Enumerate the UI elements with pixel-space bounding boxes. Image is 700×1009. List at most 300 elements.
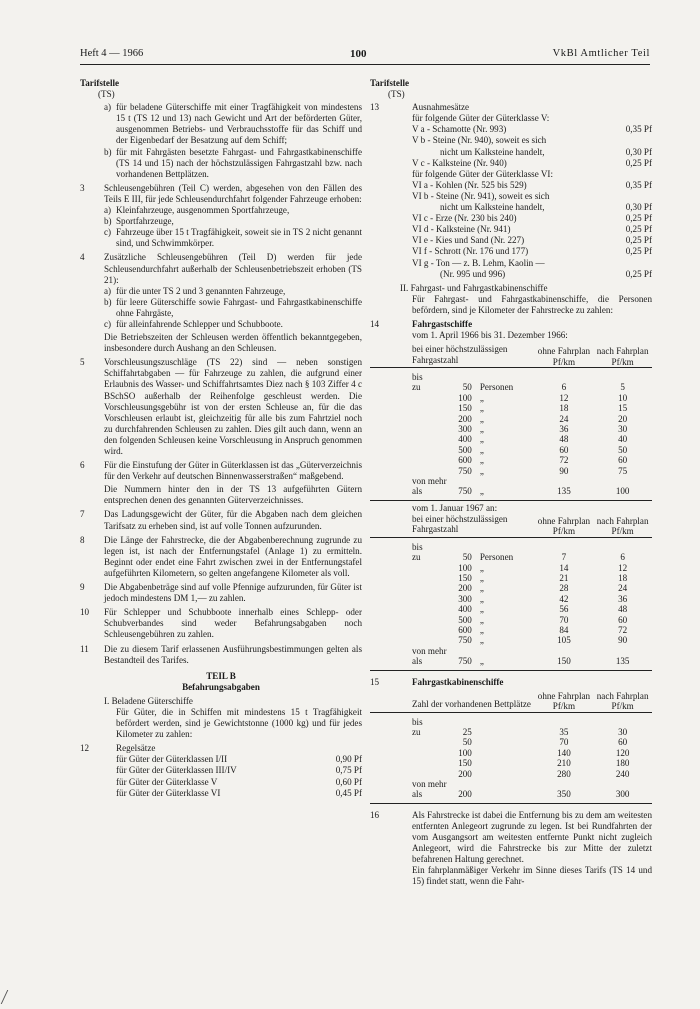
cabin-table: [370, 691, 652, 804]
fare-schedule: 30: [618, 424, 628, 434]
fare-no-schedule: 6: [535, 367, 594, 392]
clause-9: [80, 582, 362, 604]
capacity-cell: 150: [458, 572, 472, 583]
rate-row: [116, 754, 362, 765]
rate-label-cont: (Nr. 995 und 996): [440, 268, 506, 279]
rate-row: [412, 269, 652, 280]
clause-text: Fahrgastkabinenschiffe: [412, 676, 504, 687]
rate-label: VI d - Kalksteine (Nr. 941): [412, 224, 511, 235]
fare-no-schedule: 105: [557, 635, 571, 646]
spacer-cell: [370, 615, 423, 625]
rate-row: [116, 788, 362, 799]
fare-no-schedule: 48: [559, 434, 569, 445]
table-row: [370, 573, 652, 583]
section-paragraph: Für Güter, die in Schiffen mit mindestens 15 t Tragfähigkeit befördert werden, sind je Gewichtstonne (1000 kg) und für jedes Kilometer zu zahlen:: [116, 706, 362, 740]
fare-no-schedule: 84: [559, 625, 569, 635]
rate-label: V c - Kalksteine (Nr. 940): [412, 157, 507, 168]
clause-number: 5: [80, 357, 85, 368]
spacer-cell: [472, 769, 535, 779]
bis-zu-label: bis zu: [370, 367, 423, 392]
spacer-cell: [370, 758, 423, 768]
left-column: [80, 78, 362, 802]
rate-row: [412, 180, 652, 191]
table-row: [370, 789, 652, 803]
spacer-cell: [472, 789, 535, 803]
persons-label: Personen: [472, 537, 535, 562]
clause-number: 10: [80, 607, 90, 618]
rate-row: [116, 765, 362, 776]
header-capacity: Zahl der vorhandenen Bettplätze: [412, 699, 531, 710]
clause-6: [80, 460, 362, 506]
rate-row: [412, 158, 652, 169]
clause-number: 13: [370, 102, 380, 113]
fare-no-schedule: 140: [557, 747, 571, 758]
fare-no-schedule: 12: [559, 392, 569, 403]
clause-label: a): [104, 285, 112, 296]
clause-number: 6: [80, 460, 85, 471]
clause-16: [370, 810, 652, 888]
clause-label: a): [104, 102, 112, 113]
fare-schedule: 300: [593, 789, 652, 803]
ditto-mark: „: [479, 424, 484, 434]
clause-number: 15: [370, 676, 380, 687]
table-row: [370, 393, 652, 403]
clause-label: a): [104, 205, 112, 216]
table-row: [370, 466, 652, 476]
clause-text: Für Schlepper und Schubboote innerhalb eines Schlepp- oder Schubverbandes sind weder Befahrungsabgaben noch Schleusengebühren zu zahlen.: [104, 607, 362, 640]
fare-no-schedule: 18: [559, 403, 569, 414]
rate-row: [412, 246, 652, 257]
table-row: [370, 486, 652, 500]
table-row: [370, 424, 652, 434]
als-label: als: [370, 789, 423, 803]
capacity-cell: 200: [458, 768, 472, 779]
table-row: [370, 594, 652, 604]
fare-no-schedule: 36: [559, 424, 569, 434]
capacity-cell: 600: [458, 455, 472, 466]
fare-schedule: 24: [618, 583, 628, 594]
rate-row: [412, 235, 652, 246]
table-row: [370, 635, 652, 645]
clause-label: b): [104, 146, 112, 157]
clause-number: 3: [80, 182, 85, 193]
capacity-cell: 600: [458, 625, 472, 635]
clause-number: 14: [370, 318, 380, 329]
clause-text: Das Ladungsgewicht der Güter, für die Abgaben nach dem gleichen Tarifsatz zu erheben sind, ist auf volle Tonnen aufzurunden.: [104, 509, 362, 531]
part-subheading: Befahrungsabgaben: [182, 681, 260, 692]
header-capacity: bei einer höchstzulässigen Fahrgastzahl: [412, 344, 508, 365]
clause-text: für leere Güterschiffe sowie Fahrgast- und Fahrgastkabinenschiffe ohne Fahrgäste,: [116, 296, 362, 318]
table-row: [370, 615, 652, 625]
ts-heading: Tarifstelle: [370, 78, 410, 88]
ditto-mark: „: [479, 625, 484, 635]
header-no-schedule: ohne Fahrplan Pf/km: [537, 690, 591, 712]
rate-label: für Güter der Güterklasse V: [116, 776, 218, 787]
fare-schedule: 18: [618, 572, 628, 583]
page-number: 100: [350, 48, 367, 60]
spacer-cell: [370, 424, 423, 434]
table-row: [370, 583, 652, 593]
ditto-mark: „: [479, 593, 484, 604]
header-schedule: nach Fahrplan Pf/km: [596, 346, 649, 367]
ditto-mark: „: [472, 656, 535, 670]
spacer-cell: [370, 563, 423, 573]
rate-row: [116, 777, 362, 788]
clause-text: Schleusengebühren (Teil C) werden, abgesehen von den Fällen des Teils E III, für jede Schleusendurchfahrt folgender Fahrzeuge erhoben:: [104, 182, 362, 204]
header-rule: [80, 64, 650, 65]
spacer-cell: [472, 758, 535, 768]
spacer-cell: [370, 635, 423, 645]
fare-schedule: 12: [618, 562, 628, 573]
fare-no-schedule: 42: [559, 593, 569, 604]
clause-4: [80, 252, 362, 354]
table-row: [370, 455, 652, 465]
rate-row: [412, 213, 652, 224]
table-row: [370, 403, 652, 413]
fare-no-schedule: 56: [559, 604, 569, 615]
rate-value: 0,25 Pf: [625, 157, 652, 168]
fare-schedule: 50: [618, 444, 628, 455]
ditto-mark: „: [479, 572, 484, 583]
von-mehr-label: von mehr: [412, 476, 447, 487]
capacity-cell: 500: [458, 444, 472, 455]
clause-14: [370, 319, 652, 341]
ditto-mark: „: [479, 465, 484, 476]
page-header: [80, 48, 650, 64]
ditto-mark: „: [479, 583, 484, 594]
fare-table: [370, 344, 652, 501]
clause-label: c): [104, 318, 112, 329]
rate-list: [394, 180, 652, 280]
fare-table: [370, 514, 652, 671]
fare-table-1967: [370, 514, 652, 671]
table-row: [370, 748, 652, 758]
spacer-cell: [370, 466, 423, 476]
header-capacity: bei einer höchstzulässigen Fahrgastzahl: [412, 513, 508, 535]
clause-text: für alleinfahrende Schlepper und Schubboote.: [116, 318, 283, 329]
capacity-cell: 150: [458, 758, 472, 769]
clause-11: [80, 644, 362, 666]
fare-schedule: 240: [615, 768, 630, 779]
clause-text: Ausnahmesätze: [412, 102, 470, 113]
rate-value: 0,25 Pf: [625, 224, 652, 235]
fare-no-schedule: 150: [535, 656, 594, 670]
table-row: [370, 476, 652, 486]
rate-value: 0,25 Pf: [625, 246, 652, 257]
table-row: [370, 367, 652, 392]
section-heading: I. Beladene Güterschiffe: [104, 695, 193, 706]
fare-table: [370, 691, 652, 804]
clause-label: b): [104, 296, 112, 307]
group-heading: für folgende Güter der Güterklasse VI:: [412, 168, 553, 179]
fare-schedule: 90: [618, 635, 628, 646]
clause-text: Vorschleusungszuschläge (TS 22) sind — neben sonstigen Schiffahrtabgaben — für Fahrzeuge zu zahlen, die aufgrund einer Erlaubnis des Wasser- und Schiffahrtsamtes Diez nach § 103 Ziffer 4 c BSchSO außerhalb der Reihenfolge geschleust werden. Die Vorschleusungsgebühr ist von der ersten Schleuse an, für die das Vorschleusen erlaubt ist, gleichzeitig für alle bis zum Fahrtziel noch zu durchfahrenden Schleusen zu zahlen. Dies gilt auch dann, wenn an den folgenden Schleusen keine Vorschleusung in Anspruch genommen wird.: [104, 357, 362, 456]
rate-value: 0,45 Pf: [335, 787, 362, 798]
ditto-mark: „: [479, 392, 484, 403]
clause-3: [80, 183, 362, 250]
capacity-cell: 300: [458, 593, 472, 604]
period-label: vom 1. Januar 1967 an:: [412, 502, 498, 513]
spacer-cell: [370, 403, 423, 413]
fare-schedule: 100: [593, 486, 652, 500]
clause-paragraph: Die Betriebszeiten der Schleusen werden öffentlich bekanntgegeben, insbesondere durch Aushang an den Schleusen.: [104, 332, 362, 354]
clause-label: b): [104, 216, 112, 227]
fare-schedule: 6: [593, 537, 652, 562]
header-no-schedule: ohne Fahrplan Pf/km: [537, 515, 591, 537]
fare-no-schedule: 7: [535, 537, 594, 562]
spacer-cell: [370, 583, 423, 593]
fare-schedule: 75: [618, 465, 628, 476]
clause-number: 9: [80, 582, 85, 593]
fare-no-schedule: 210: [557, 758, 571, 769]
table-row: [370, 779, 652, 789]
capacity-cell: 400: [458, 604, 472, 615]
rate-value: 0,30 Pf: [625, 146, 652, 157]
spacer-cell: [370, 445, 423, 455]
clause-text: Die Länge der Fahrstrecke, die der Abgabenberechnung zugrunde zu legen ist, ist nach der Entfernungstafel (Anlage 1) zu ermitteln. Beginnt oder endet eine Fahrt zwischen zwei in der Entfernungstafel aufgeführten Kilometern, so gelten angefangene Kilometer als voll.: [104, 534, 362, 578]
fare-schedule: 10: [618, 392, 628, 403]
rate-value: 0,25 Pf: [625, 213, 652, 224]
fare-schedule: 20: [618, 413, 628, 424]
table-row: [370, 434, 652, 444]
capacity-cell: 750: [458, 465, 472, 476]
header-schedule: nach Fahrplan Pf/km: [596, 690, 649, 712]
clause-text: Fahrgastschiffe: [412, 318, 473, 329]
rate-value: 0,30 Pf: [625, 202, 652, 213]
rate-label: für Güter der Güterklassen I/II: [116, 754, 228, 765]
fare-no-schedule: 135: [535, 486, 594, 500]
ditto-mark: „: [479, 455, 484, 466]
rate-row: [412, 202, 652, 213]
fare-no-schedule: 90: [559, 465, 569, 476]
rate-label: für Güter der Güterklasse VI: [116, 787, 221, 798]
right-column: [370, 78, 652, 890]
spacer-cell: [370, 594, 423, 604]
table-row: [370, 737, 652, 747]
table-row: [370, 769, 652, 779]
ditto-mark: „: [472, 486, 535, 500]
fare-schedule: 60: [618, 737, 628, 748]
clause-7: [80, 509, 362, 531]
fare-schedule: 60: [618, 455, 628, 466]
capacity-cell: 300: [458, 424, 472, 434]
ditto-mark: „: [479, 604, 484, 615]
clause-number: 8: [80, 534, 85, 545]
fare-schedule: 120: [615, 747, 630, 758]
spacer-cell: [472, 712, 535, 737]
rate-label-cont: nicht um Kalksteine handelt,: [440, 146, 545, 157]
clause-number: 7: [80, 509, 85, 520]
fare-no-schedule: 280: [557, 768, 571, 779]
clause-paragraph: Die Nummern hinter den in der TS 13 aufgeführten Gütern entsprechen denen des genannten Güterverzeichnisses.: [104, 484, 362, 506]
fare-no-schedule: 35: [535, 712, 594, 737]
fare-schedule: 180: [615, 758, 630, 769]
clause-15: [370, 677, 652, 688]
capacity-cell: 50: [423, 537, 472, 562]
clause-text: Zusätzliche Schleusengebühren (Teil D) werden für jede Schleusendurchfahrt außerhalb der Schleusenbetriebszeit erhoben (TS 21):: [104, 252, 362, 285]
part-heading: TEIL B: [206, 670, 236, 681]
journal-title: VkBl Amtlicher Teil: [552, 48, 650, 59]
fare-no-schedule: 70: [559, 737, 569, 748]
fare-no-schedule: 28: [559, 583, 569, 594]
spacer-cell: [370, 414, 423, 424]
fare-no-schedule: 72: [559, 455, 569, 466]
rate-label: VI c - Erze (Nr. 230 bis 240): [412, 213, 517, 224]
clause-text: Sportfahrzeuge,: [116, 216, 174, 227]
spacer-cell: [472, 748, 535, 758]
bis-zu-label: bis zu: [370, 712, 423, 737]
clause-12: [80, 743, 362, 798]
spacer-cell: [370, 625, 423, 635]
table-row: [370, 758, 652, 768]
spacer-cell: [370, 604, 423, 614]
ts-heading: Tarifstelle: [80, 78, 120, 88]
rate-label: VI e - Kies und Sand (Nr. 227): [412, 235, 525, 246]
clause-number: 11: [80, 643, 89, 654]
ts-abbr: (TS): [388, 89, 405, 100]
ts-abbr: (TS): [98, 89, 115, 100]
fare-no-schedule: 24: [559, 413, 569, 424]
rate-value: 0,75 Pf: [335, 765, 362, 776]
rate-row: [412, 147, 652, 158]
capacity-cell: 100: [458, 562, 472, 573]
clause-text: Fahrzeuge über 15 t Tragfähigkeit, soweit sie in TS 2 nicht genannt sind, und Schwimmkörper.: [116, 227, 362, 249]
rate-label: VI g - Ton — z. B. Lehm, Kaolin —: [412, 257, 545, 268]
rate-value: 0,25 Pf: [625, 235, 652, 246]
von-mehr-label: von mehr: [412, 778, 447, 789]
spacer-cell: [370, 748, 423, 758]
clause-text: Als Fahrstrecke ist dabei die Entfernung bis zu dem am weitesten entfernten Anlegeort zugrunde zu legen. Ist bei Rundfahrten der vom Ausgangsort am weitesten entfernte Punkt nicht zugleich Anlegeort, wird die Fahrstrecke bis zur Mitte der zuletzt befahrenen Haltung gerechnet.: [412, 809, 652, 865]
rate-value: 0,35 Pf: [625, 179, 652, 190]
table-row: [370, 712, 652, 737]
section-paragraph: Für Fahrgast- und Fahrgastkabinenschiffe, die Personen befördern, sind je Kilometer der Fahrstrecke zu zahlen:: [412, 293, 652, 315]
period-label: vom 1. April 1966 bis 31. Dezember 1966:: [412, 330, 568, 341]
table-row: [370, 604, 652, 614]
clause-number: 12: [80, 743, 90, 754]
fare-schedule: 72: [618, 625, 628, 635]
rate-label: V b - Steine (Nr. 940), soweit es sich: [412, 135, 547, 146]
rate-label: VI a - Kohlen (Nr. 525 bis 529): [412, 179, 527, 190]
fare-table-1966: [370, 344, 652, 501]
rate-row: [412, 124, 652, 135]
clause-number: 4: [80, 252, 85, 263]
clause-text: für die unter TS 2 und 3 genannten Fahrzeuge,: [116, 285, 286, 296]
header-schedule: nach Fahrplan Pf/km: [596, 515, 649, 537]
capacity-cell: 750: [423, 486, 472, 500]
rate-label: für Güter der Güterklassen III/IV: [116, 765, 237, 776]
bis-zu-label: bis zu: [370, 537, 423, 562]
capacity-cell: 500: [458, 614, 472, 625]
rate-value: 0,90 Pf: [335, 754, 362, 765]
margin-mark: [1, 990, 17, 1004]
ditto-mark: „: [479, 635, 484, 646]
spacer-cell: [370, 434, 423, 444]
capacity-cell: 400: [458, 434, 472, 445]
clause-label: c): [104, 227, 112, 238]
clause-text: Kleinfahrzeuge, ausgenommen Sportfahrzeuge,: [116, 205, 290, 216]
rate-label: V a - Schamotte (Nr. 993): [412, 124, 507, 135]
clause-5: [80, 357, 362, 457]
rate-list: [104, 754, 362, 798]
table-row: [370, 445, 652, 455]
clause-text: Die Abgabenbeträge sind auf volle Pfennige aufzurunden, für Güter ist jedoch mindestens DM 1,— zu zahlen.: [104, 582, 362, 604]
capacity-cell: 150: [458, 403, 472, 414]
ditto-mark: „: [479, 562, 484, 573]
fare-no-schedule: 14: [559, 562, 569, 573]
ditto-mark: „: [479, 444, 484, 455]
table-row: [370, 656, 652, 670]
table-row: [370, 625, 652, 635]
clause-number: 16: [370, 809, 380, 820]
spacer-cell: [370, 769, 423, 779]
persons-label: Personen: [472, 367, 535, 392]
clause-text: Regelsätze: [116, 743, 156, 754]
rate-value: 0,25 Pf: [625, 268, 652, 279]
fare-schedule: 135: [593, 656, 652, 670]
fare-schedule: 40: [618, 434, 628, 445]
capacity-cell: 200: [458, 583, 472, 594]
ditto-mark: „: [479, 413, 484, 424]
fare-schedule: 5: [593, 367, 652, 392]
clause-text: Die zu diesem Tarif erlassenen Ausführungsbestimmungen gelten als Bestandteil des Tarifes.: [104, 643, 362, 665]
clause-text: für mit Fahrgästen besetzte Fahrgast- und Fahrgastkabinenschiffe (TS 14 und 15) nach der höchstzulässigen Fahrgastzahl bzw. nach vorhandenen Bettplätzen.: [116, 146, 362, 179]
table-row: [370, 646, 652, 656]
rate-label: VI b - Steine (Nr. 941), soweit es sich: [412, 190, 550, 201]
group-heading: für folgende Güter der Güterklasse V:: [412, 113, 550, 124]
als-label: als: [370, 656, 423, 670]
fare-schedule: 15: [618, 403, 628, 414]
fare-schedule: 60: [618, 614, 628, 625]
spacer-cell: [472, 737, 535, 747]
rate-list: [394, 124, 652, 168]
fare-no-schedule: 350: [535, 789, 594, 803]
clause-1a: [80, 102, 362, 180]
clause-text: für beladene Güterschiffe mit einer Tragfähigkeit von mindestens 15 t (TS 12 und 13) nach Gewicht und Art der beförderten Güter, ausgenommen Betriebs- und Verbrauchsstoffe für das Schiff und der Eigenbedarf der Besatzung auf dem Schiff;: [116, 102, 362, 146]
clause-10: [80, 607, 362, 640]
ditto-mark: „: [479, 614, 484, 625]
clause-paragraph: Ein fahrplanmäßiger Verkehr im Sinne dieses Tarifs (TS 14 und 15) findet statt, wenn die Fahr-: [412, 865, 652, 887]
fare-schedule: 30: [593, 712, 652, 737]
clause-8: [80, 535, 362, 579]
als-label: als: [370, 486, 423, 500]
capacity-cell: 100: [458, 392, 472, 403]
capacity-cell: 50: [462, 737, 472, 748]
capacity-cell: 50: [423, 367, 472, 392]
spacer-cell: [370, 455, 423, 465]
fare-no-schedule: 21: [559, 572, 569, 583]
ditto-mark: „: [479, 403, 484, 414]
table-row: [370, 414, 652, 424]
fare-no-schedule: 60: [559, 444, 569, 455]
header-no-schedule: ohne Fahrplan Pf/km: [537, 346, 591, 367]
capacity-cell: 750: [423, 656, 472, 670]
issue-label: Heft 4 — 1966: [80, 48, 144, 59]
table-row: [370, 537, 652, 562]
rate-value: 0,60 Pf: [335, 776, 362, 787]
rate-value: 0,35 Pf: [625, 124, 652, 135]
capacity-cell: 100: [458, 747, 472, 758]
clause-text: Für die Einstufung der Güter in Güterklassen ist das „Güterverzeichnis für den Verkehr auf deutschen Binnenwasserstraßen“ maßgebend.: [104, 460, 362, 482]
table-row: [370, 563, 652, 573]
fare-no-schedule: 70: [559, 614, 569, 625]
section-heading: II. Fahrgast- und Fahrgastkabinenschiffe: [400, 282, 548, 293]
rate-label: VI f - Schrott (Nr. 176 und 177): [412, 246, 529, 257]
fare-schedule: 36: [618, 593, 628, 604]
spacer-cell: [370, 737, 423, 747]
rate-label-cont: nicht um Kalksteine handelt,: [440, 202, 545, 213]
capacity-cell: 750: [458, 635, 472, 646]
capacity-cell: 200: [458, 413, 472, 424]
